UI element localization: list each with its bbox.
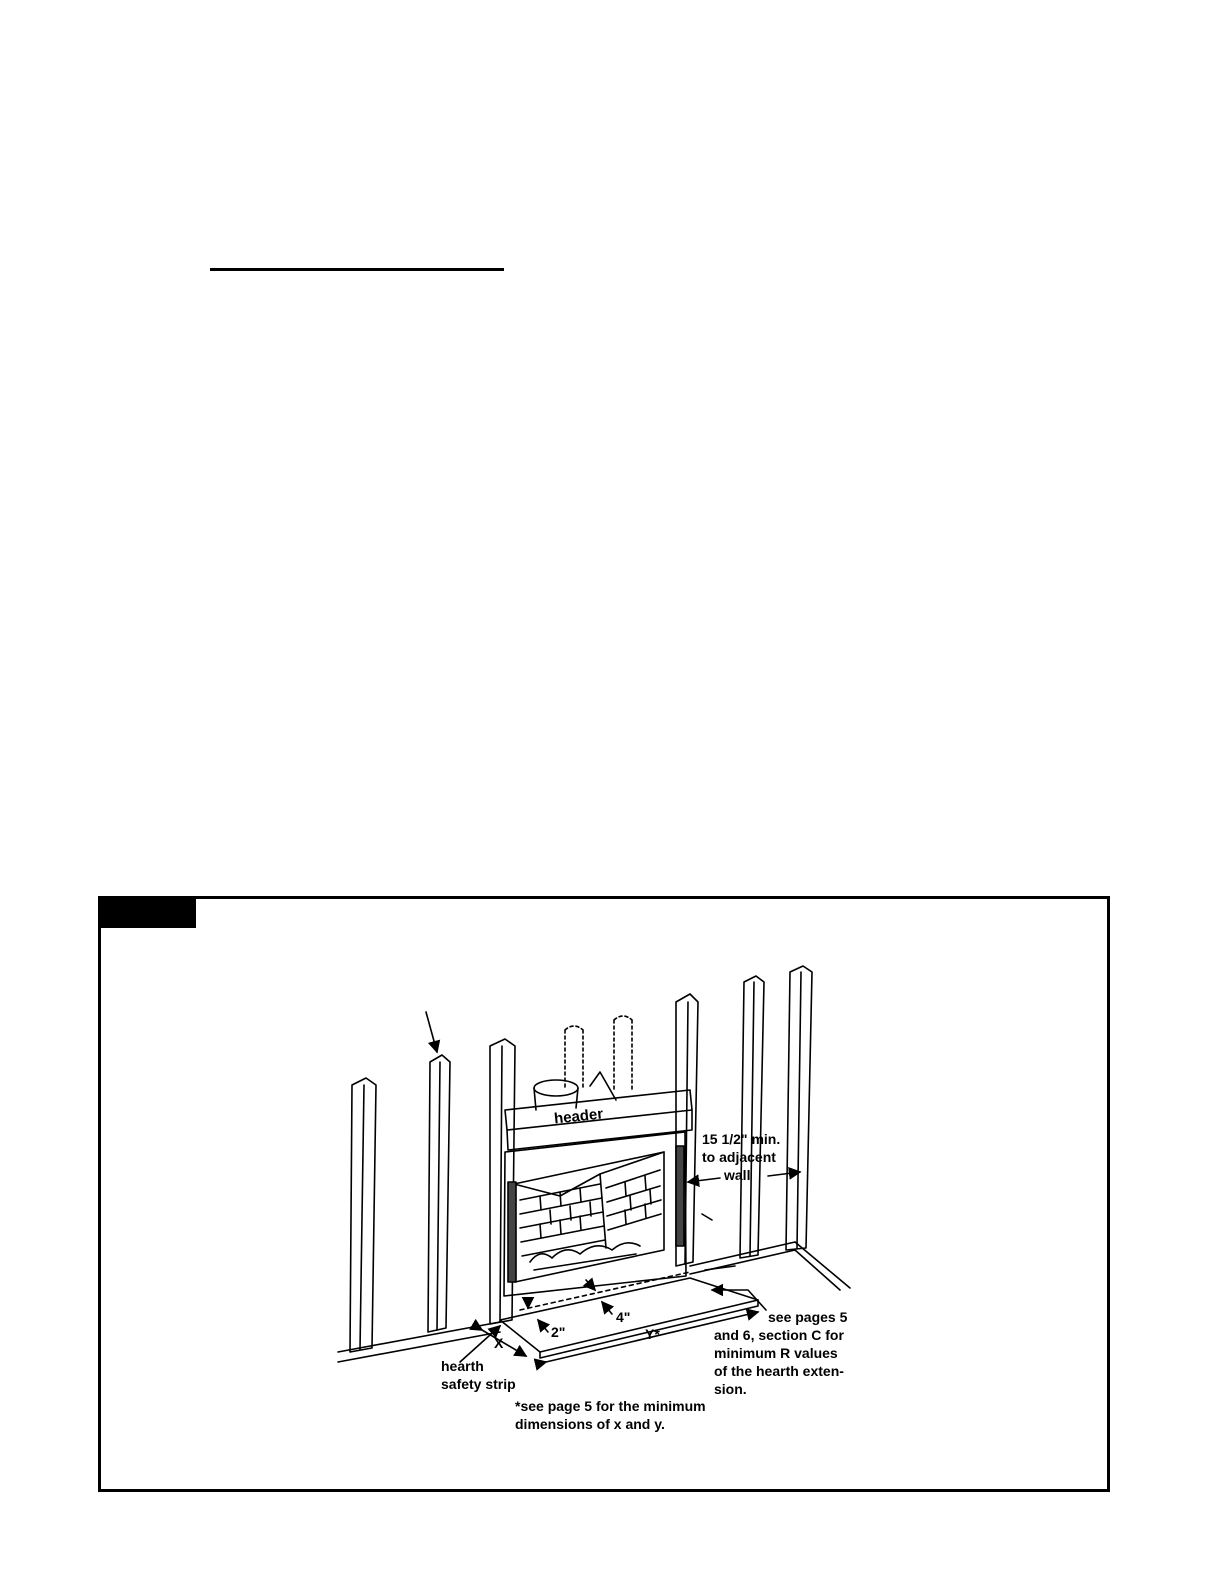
wall-stud-right-1 (740, 976, 764, 1258)
label-dim-y: Y* (645, 1326, 660, 1342)
label-dim-x: X (494, 1335, 504, 1351)
arrow-clearance-wall (768, 1172, 800, 1176)
wall-stud-right-2 (786, 966, 812, 1250)
label-header: header (553, 1105, 604, 1128)
label-see-pages-line-3: minimum R values (714, 1345, 838, 1361)
fireplace-unit (504, 1132, 686, 1296)
arrow-clearance (688, 1178, 720, 1182)
wall-stud-left-1 (350, 1078, 376, 1352)
label-clearance-line-3: wall (724, 1167, 751, 1183)
label-hearth-strip-line-1: hearth (441, 1358, 484, 1374)
section-heading-rule (210, 268, 504, 271)
label-see-pages-line-1: see pages 5 (768, 1309, 848, 1325)
flue-collar (534, 1072, 616, 1110)
stud-pointer-arrow (426, 1012, 437, 1052)
arrow-x (482, 1330, 526, 1356)
label-clearance-line-2: to adjacent (702, 1149, 776, 1165)
arrow-see-pages (712, 1290, 766, 1310)
label-hearth-strip-line-2: safety strip (441, 1376, 516, 1392)
label-footnote-line-1: *see page 5 for the minimum (515, 1398, 706, 1414)
label-footnote-line-2: dimensions of x and y. (515, 1416, 665, 1432)
label-clearance-line-1: 15 1/2" min. (702, 1131, 781, 1147)
label-dim-2in: 2" (551, 1324, 566, 1340)
arrow-2in-up (538, 1320, 548, 1332)
label-dim-4in: 4" (616, 1309, 631, 1325)
stray-mark (702, 1214, 712, 1220)
arrow-tick-b (586, 1280, 595, 1290)
chimney-pipes (565, 1016, 632, 1090)
label-see-pages-line-5: sion. (714, 1381, 747, 1397)
wall-stud-left-2 (428, 1055, 450, 1332)
figure-number-tab (98, 896, 196, 928)
arrow-4in (602, 1302, 612, 1314)
label-see-pages-line-2: and 6, section C for (714, 1327, 844, 1343)
label-see-pages-line-4: of the hearth exten- (714, 1363, 844, 1379)
